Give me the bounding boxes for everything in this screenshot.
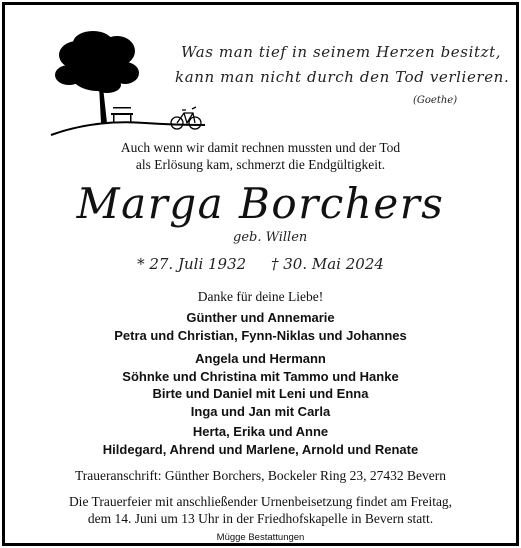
deceased-name: Marga Borchers	[76, 179, 445, 228]
mourner-line: Inga und Jan mit Carla	[190, 403, 331, 419]
funeral-info	[5, 493, 516, 527]
birth-date: * 27. Juli 1932	[137, 255, 247, 273]
quote-line-1: Was man tief in seinem Herzen besitzt,	[181, 43, 502, 61]
family-group-1	[5, 309, 516, 344]
mourner-line: Angela und Hermann	[195, 351, 326, 366]
death-date: † 30. Mai 2024	[270, 255, 384, 273]
life-dates	[5, 255, 516, 273]
thanks-line: Danke für deine Liebe!	[197, 289, 324, 304]
family-group-3	[5, 423, 516, 458]
quote-source: (Goethe)	[413, 95, 458, 106]
funeral-line-2: dem 14. Juni um 13 Uhr in der Friedhofskapelle in Bevern statt.	[87, 511, 434, 526]
birth-name: geb. Willen	[233, 230, 308, 245]
intro-line-1: Auch wenn wir damit rechnen mussten und der Tod	[120, 140, 401, 155]
undertaker-name: Mügge Bestattungen	[216, 532, 305, 543]
mourner-line: Söhnke und Christina mit Tammo und Hanke	[122, 368, 399, 384]
quote-line-2: kann man nicht durch den Tod verlieren.	[175, 68, 510, 86]
mourner-line: Petra und Christian, Fynn-Niklas und Johannes	[114, 327, 407, 343]
intro-line-2: als Erlösung kam, schmerzt die Endgültigkeit.	[135, 157, 386, 172]
mourner-line: Herta, Erika und Anne	[192, 424, 329, 439]
obituary-notice	[2, 2, 519, 546]
mourning-address: Traueranschrift: Günther Borchers, Bockeler Ring 23, 27432 Bevern	[74, 468, 447, 483]
mourner-line: Günther und Annemarie	[186, 310, 335, 325]
funeral-line-1: Die Trauerfeier mit anschließender Urnenbeisetzung findet am Freitag,	[68, 494, 453, 509]
mourner-line: Hildegard, Ahrend und Marlene, Arnold und Renate	[102, 441, 419, 457]
intro-text	[5, 139, 516, 173]
mourner-line: Birte und Daniel mit Leni und Enna	[152, 386, 369, 401]
family-group-2	[5, 350, 516, 420]
